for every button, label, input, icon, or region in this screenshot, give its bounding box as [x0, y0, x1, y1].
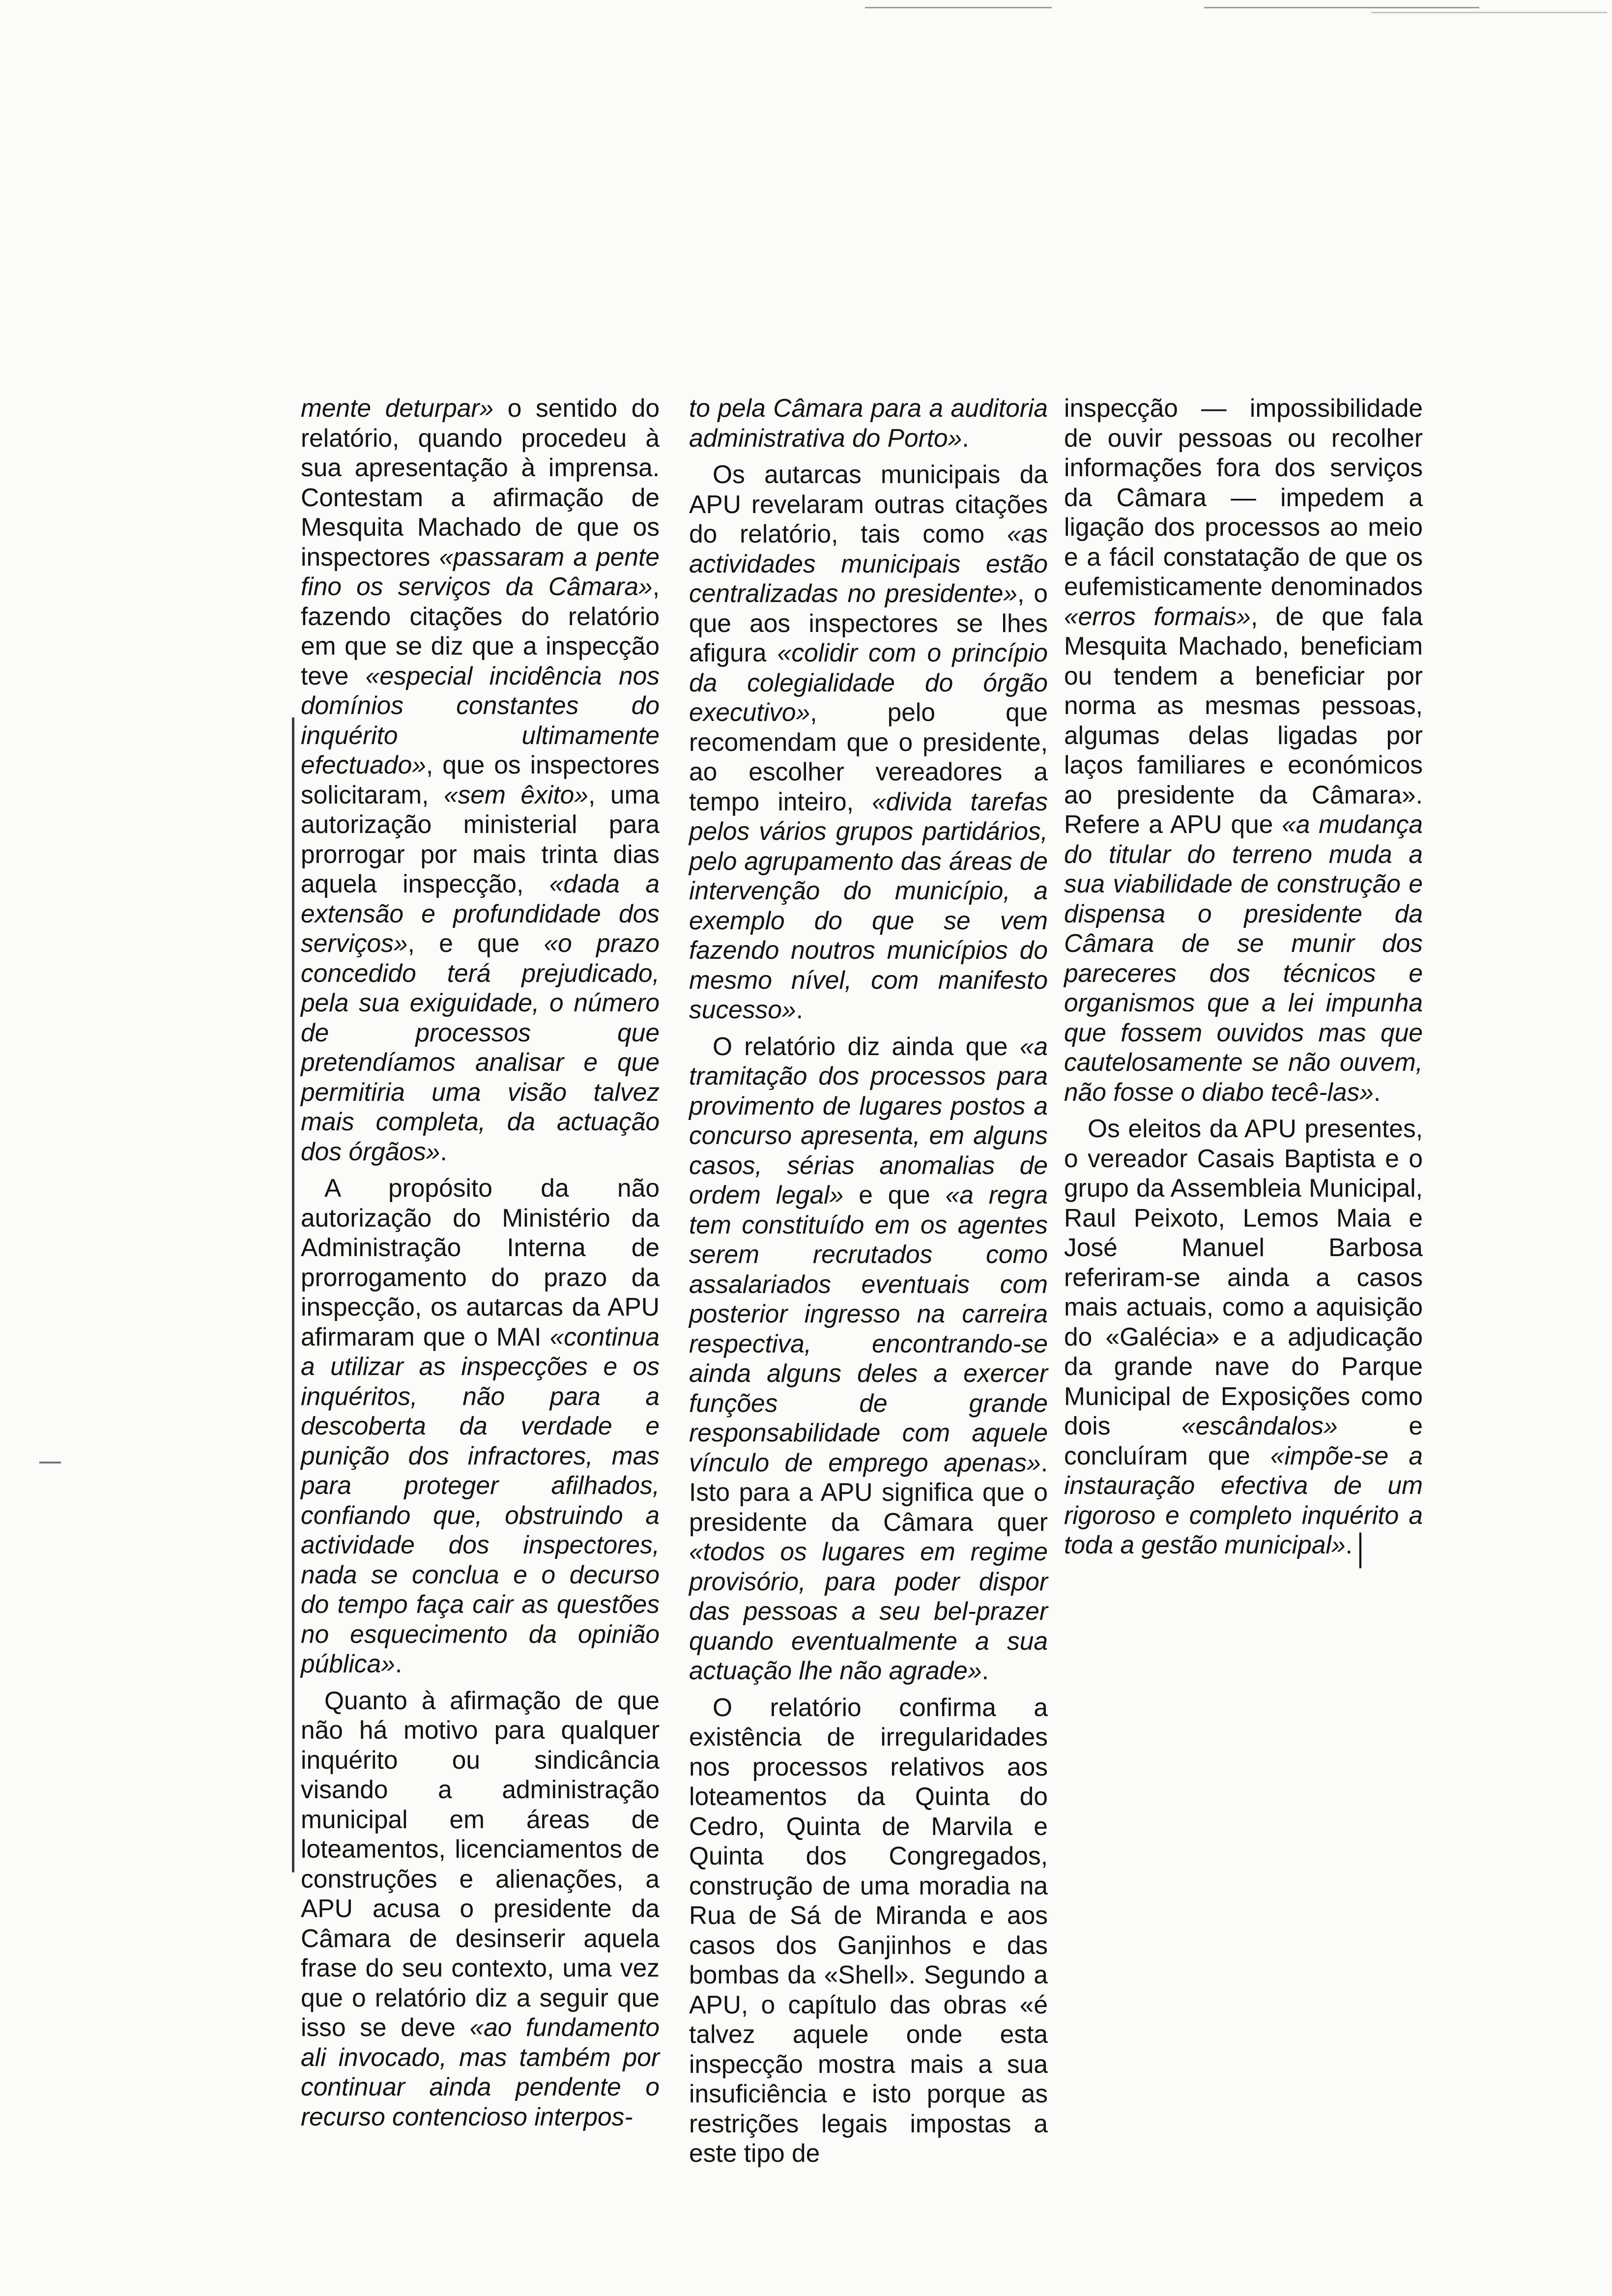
quote-text: «dada a extensão e profundidade dos serviços»: [301, 869, 660, 957]
text-run: , e que: [407, 929, 544, 957]
column-1: [301, 393, 660, 2131]
text-run: .: [395, 1649, 403, 1678]
paragraph: [1064, 1114, 1423, 1566]
text-run: Os eleitos da APU presentes, o vereador Casais Baptista e o grupo da Assembleia Municipal, Raul Peixoto, Lemos Maia e José Manuel Barbosa referiram-se ainda a casos mais actuais, como a aquisição do «Galécia» e a adjudicação da grande nave do Parque Municipal de Exposições como dois: [1064, 1114, 1423, 1440]
text-run: Quanto à afirmação de que não há motivo para qualquer inquérito ou sindicância visando a administração municipal em áreas de loteamentos, licenciamentos de construções e alienações, a APU acusa o presidente da Câmara de desinserir aquela frase do seu contexto, uma vez que o relatório diz a seguir que isso se deve: [301, 1686, 660, 2041]
quote-text: «todos os lugares em regime provisório, para poder dispor das pessoas a seu bel-prazer quando eventualmente a sua actuação lhe não agrade»: [689, 1537, 1048, 1685]
quote-text: «a regra tem constituído em os agentes serem recrutados como assalariados eventuais com posterior ingresso na carreira respectiva, encontrando-se ainda alguns deles a exercer funções de grande responsabilidade com aquele vínculo de emprego apenas»: [689, 1180, 1048, 1477]
text-run: O relatório diz ainda que: [713, 1032, 1020, 1061]
top-rule-1: [865, 7, 1052, 8]
text-run: e concluíram que: [1064, 1411, 1423, 1470]
paragraph: [689, 1032, 1048, 1686]
text-run: .: [1345, 1530, 1353, 1559]
top-rule-3: [1371, 12, 1607, 13]
text-run: o sentido do relatório, quando procedeu à sua apresentação à imprensa. Contestam a afirmação de Mesquita Machado de que os inspectores: [301, 394, 660, 571]
margin-bar: [292, 718, 294, 1872]
paragraph: [689, 393, 1048, 453]
text-run: , pelo que recomendam que o presidente, ao escolher vereadores a tempo inteiro,: [689, 698, 1048, 816]
quote-text: «ao fundamento ali invocado, mas também por continuar ainda pendente o recurso contencioso interpos-: [301, 2013, 660, 2131]
text-run: , uma autorização ministerial para prorrogar por mais trinta dias aquela inspecção,: [301, 780, 660, 898]
quote-text: «colidir com o princípio da colegialidade do órgão executivo»: [689, 638, 1048, 726]
quote-text: «especial incidência nos domínios constantes do inquérito ultimamente efectuado»: [301, 661, 660, 779]
paragraph: [301, 1686, 660, 2132]
text-run: inspecção — impossibilidade de ouvir pessoas ou recolher informações fora dos serviços da Câmara — impedem a ligação dos processos ao meio e a fácil constatação de que os eufemisticamente denominados: [1064, 394, 1423, 601]
paragraph: [301, 1173, 660, 1679]
quote-text: «sem êxito»: [444, 780, 588, 809]
quote-text: «divida tarefas pelos vários grupos partidários, pelo agrupamento das áreas de intervenção do município, a exemplo do que se vem fazendo noutros municípios do mesmo nível, com manifesto sucesso»: [689, 787, 1048, 1024]
quote-text: «passaram a pente fino os serviços da Câmara»: [301, 542, 660, 601]
paragraph: [689, 1693, 1048, 2168]
text-run: . Isto para a APU significa que o presidente da Câmara quer: [689, 1448, 1048, 1536]
text-run: .: [962, 423, 969, 452]
text-run: .: [440, 1137, 447, 1166]
column-3: [1064, 393, 1423, 1566]
text-run: Os autarcas municipais da APU revelaram outras citações do relatório, tais como: [689, 460, 1048, 548]
paragraph: [301, 393, 660, 1166]
quote-text: «impõe-se a instauração efectiva de um rigoroso e completo inquérito a toda a gestão municipal»: [1064, 1441, 1423, 1559]
text-run: , que os inspectores solicitaram,: [301, 750, 660, 809]
text-run: e que: [843, 1180, 946, 1209]
quote-text: «escândalos»: [1181, 1411, 1338, 1440]
text-run: , fazendo citações do relatório em que se diz que a inspecção teve: [301, 572, 660, 690]
text-run: .: [796, 995, 803, 1024]
text-run: O relatório confirma a existência de irregularidades nos processos relativos aos loteamentos da Quinta do Cedro, Quinta de Marvila e Quinta dos Congregados, construção de uma moradia na Rua de Sá de Miranda e aos casos dos Ganjinhos e das bombas da «Shell». Segundo a APU, o capítulo das obras: [689, 1693, 1048, 2019]
quote-text: mente deturpar»: [301, 394, 494, 422]
text-run: .: [981, 1656, 989, 1685]
paragraph: [1064, 393, 1423, 1107]
margin-dash: [39, 1462, 61, 1464]
quote-text: «erros formais»: [1064, 602, 1251, 631]
text-run: .: [1373, 1077, 1381, 1106]
column-2: [689, 393, 1048, 2168]
text-run: A propósito da não autorização do Ministério da Administração Interna de prorrogamento do prazo da inspecção, os autarcas da APU afirmaram que o MAI: [301, 1174, 660, 1351]
quote-text: «continua a utilizar as inspecções e os inquéritos, não para a descoberta da verdade e punição dos infractores, mas para proteger afilhados, confiando que, obstruindo a actividade dos inspectores, nada se conclua e o decurso do tempo faça cair as questões no esquecimento da opinião pública»: [301, 1322, 660, 1678]
quote-text: «o prazo concedido terá prejudicado, pela sua exiguidade, o número de processos que pretendíamos analisar e que permitiria uma visão talvez mais completa, da actuação dos órgãos»: [301, 929, 660, 1166]
paragraph: [689, 459, 1048, 1025]
text-run: «é talvez aquele onde esta inspecção mostra mais a sua insuficiência e isto porque as restrições legais impostas a este tipo de: [689, 1990, 1048, 2167]
quote-text: «a mudança do titular do terreno muda a sua viabilidade de construção e dispensa o presidente da Câmara de se munir dos pareceres dos técnicos e organismos que a lei impunha que fossem ouvidos mas que cautelosamente se não ouvem, não fosse o diabo tecê-las»: [1064, 810, 1423, 1106]
quote-text: «as actividades municipais estão centralizadas no presidente»: [689, 519, 1048, 607]
top-rule-2: [1204, 7, 1479, 8]
quote-text: to pela Câmara para a auditoria administrativa do Porto»: [689, 394, 1048, 452]
text-run: , de que fala Mesquita Machado, beneficiam ou tendem a beneficiar por norma as mesmas pessoas, algumas delas ligadas por laços familiares e económicos ao presidente da Câmara». Refere a APU que: [1064, 602, 1423, 838]
quote-text: «a tramitação dos processos para provimento de lugares postos a concurso apresenta, em alguns casos, sérias anomalias de ordem legal»: [689, 1032, 1048, 1209]
end-mark: │: [1352, 1533, 1371, 1566]
text-run: , o que aos inspectores se lhes afigura: [689, 579, 1048, 667]
